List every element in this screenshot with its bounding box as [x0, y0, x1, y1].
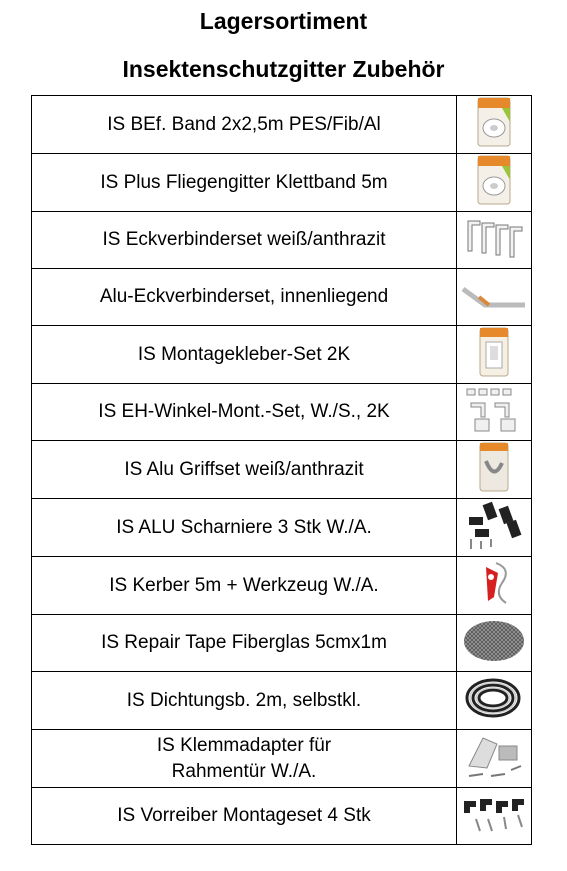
- product-image-cell: [457, 441, 532, 499]
- product-name: IS Dichtungsb. 2m, selbstkl.: [126, 689, 362, 711]
- hinge-set-icon: [457, 499, 531, 556]
- cord-tool-icon: [457, 557, 531, 614]
- product-name-cell: [32, 326, 457, 384]
- product-name: IS BEf. Band 2x2,5m PES/Fib/Al: [107, 113, 381, 135]
- page-title: Lagersortiment: [199, 8, 368, 34]
- product-image-cell: [457, 269, 532, 326]
- table-row: [32, 788, 532, 845]
- table-row: [32, 212, 532, 269]
- product-name-cell: [32, 441, 457, 499]
- product-name: IS Plus Fliegengitter Klettband 5m: [100, 171, 388, 193]
- alu-corner-icon: [457, 275, 531, 320]
- corner-connector-icon: [457, 213, 531, 268]
- table-row: [32, 384, 532, 441]
- product-name-cell: [32, 269, 457, 326]
- latch-set-icon: [457, 791, 531, 842]
- product-image-cell: [457, 326, 532, 384]
- product-name-cell: [32, 499, 457, 557]
- table-row: [32, 499, 532, 557]
- page-subtitle: Insektenschutzgitter Zubehör: [122, 56, 445, 82]
- table-row: [32, 615, 532, 672]
- product-image-cell: [457, 212, 532, 269]
- roll-package-icon: [457, 154, 531, 211]
- product-name: IS Vorreiber Montageset 4 Stk: [117, 805, 371, 826]
- product-name-cell: [32, 384, 457, 441]
- product-image-cell: [457, 96, 532, 154]
- product-image-cell: [457, 499, 532, 557]
- product-name: IS Klemmadapter für Rahmentür W./A.: [156, 734, 332, 782]
- product-name-cell: [32, 615, 457, 672]
- product-name: IS Kerber 5m + Werkzeug W./A.: [109, 574, 379, 596]
- product-name-cell: [32, 212, 457, 269]
- table-row: [32, 730, 532, 788]
- sealing-tape-icon: [457, 672, 531, 729]
- product-table: [31, 95, 532, 845]
- table-row: [32, 96, 532, 154]
- product-name: IS EH-Winkel-Mont.-Set, W./S., 2K: [98, 401, 390, 422]
- product-name-cell: [32, 96, 457, 154]
- product-image-cell: [457, 788, 532, 845]
- product-name: IS ALU Scharniere 3 Stk W./A.: [116, 516, 372, 538]
- table-row: [32, 672, 532, 730]
- roll-package-icon: [457, 96, 531, 153]
- product-image-cell: [457, 615, 532, 672]
- angle-brackets-icon: [457, 385, 531, 440]
- product-name-cell: [32, 557, 457, 615]
- product-image-cell: [457, 672, 532, 730]
- table-row: [32, 154, 532, 212]
- product-image-cell: [457, 730, 532, 788]
- product-image-cell: [457, 384, 532, 441]
- table-row: [32, 269, 532, 326]
- product-image-cell: [457, 154, 532, 212]
- product-name: IS Eckverbinderset weiß/anthrazit: [102, 229, 386, 250]
- table-row: [32, 326, 532, 384]
- product-name: IS Montagekleber-Set 2K: [137, 343, 351, 365]
- product-name-cell: [32, 730, 457, 788]
- product-name: Alu-Eckverbinderset, innenliegend: [99, 286, 389, 307]
- product-name-cell: [32, 154, 457, 212]
- table-row: [32, 441, 532, 499]
- product-name: IS Alu Griffset weiß/anthrazit: [124, 458, 364, 480]
- handle-package-icon: [457, 441, 531, 498]
- product-name: IS Repair Tape Fiberglas 5cmx1m: [101, 632, 387, 653]
- adhesive-package-icon: [457, 326, 531, 383]
- product-name-cell: [32, 788, 457, 845]
- table-row: [32, 557, 532, 615]
- repair-tape-icon: [457, 616, 531, 671]
- product-name-cell: [32, 672, 457, 730]
- product-image-cell: [457, 557, 532, 615]
- clamp-adapter-icon: [457, 730, 531, 787]
